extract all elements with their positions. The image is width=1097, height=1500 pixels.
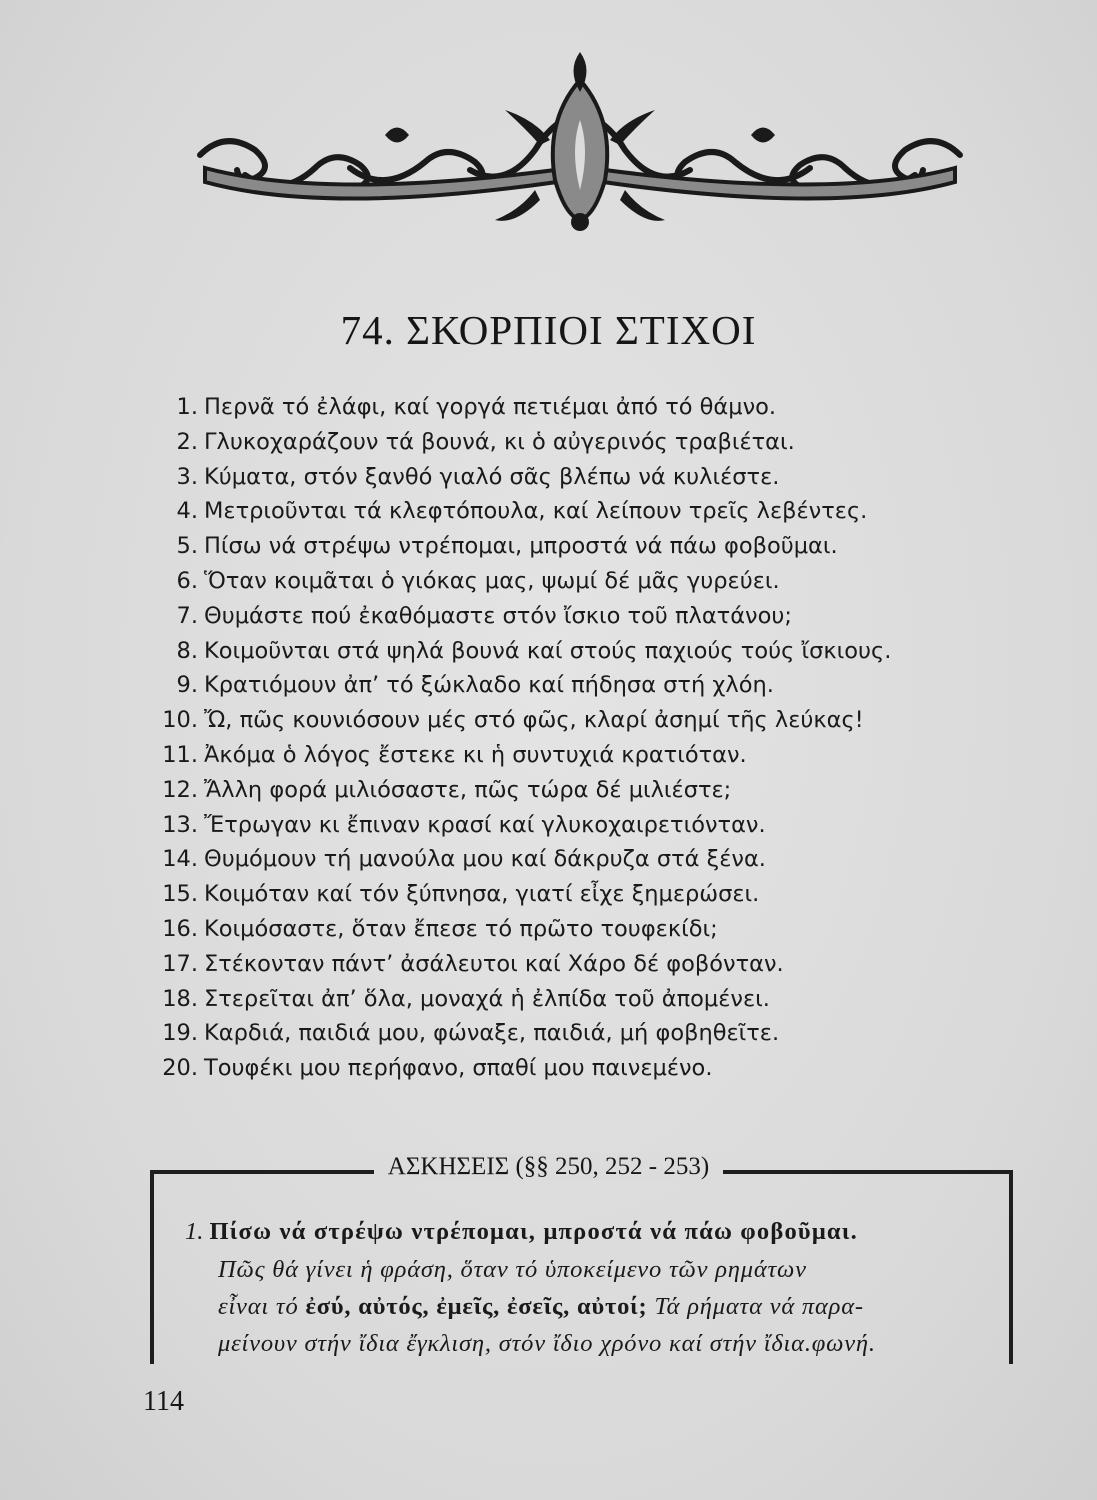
verse-text: Κοιμοῦνται στά ψηλά βουνά καί στούς παχιούς τούς ἴσκιους. [204,637,892,664]
verse-number: 2. [176,428,198,455]
verse-text: Ἔτρωγαν κι ἔπιναν κρασί καί γλυκοχαιρετιόνταν. [204,811,766,838]
exercise-heading [0,1153,1097,1181]
verse-text: Θυμόμουν τή μανούλα μου καί δάκρυζα στά ξένα. [204,846,766,873]
exercise-question-text: μείνουν στήν ἴδια ἔγκλιση, στόν ἴδιο χρόνο καί στήν ἴδια.φωνή. [218,1330,876,1357]
exercise-heading-text: ΑΣΚΗΣΕΙΣ (§§ 250, 252 - 253) [374,1153,723,1181]
verse-number: 20. [162,1055,198,1082]
verse-text: Ὅταν κοιμᾶται ὁ γιόκας μας, ψωμί δέ μᾶς γυρεύει. [204,567,780,594]
exercise-question-line [218,1293,864,1321]
verse-number: 19. [162,1020,198,1047]
verse-number: 3. [176,463,198,490]
verse-line [140,808,1040,843]
verse-line [140,842,1040,877]
exercise-question-text: Πῶς θά γίνει ἡ φράση, ὅταν τό ὑποκείμενο τῶν ρημάτων [218,1256,807,1283]
verse-line [140,703,1040,738]
verse-text: Τουφέκι μου περήφανο, σπαθί μου παινεμένο. [204,1055,713,1082]
verse-number: 13. [162,811,198,838]
page-title: 74. ΣΚΟΡΠΙΟΙ ΣΤΙΧΟΙ [340,307,757,353]
exercise-sentence: Πίσω νά στρέψω ντρέπομαι, μπροστά νά πάω φοβοῦμαι. [209,1218,858,1245]
verse-text: Γλυκοχαράζουν τά βουνά, κι ὁ αὐγερινός τραβιέται. [204,428,795,455]
verse-text: Περνᾶ τό ἐλάφι, καί γοργά πετιέμαι ἀπό τό θάμνο. [204,394,777,420]
verse-line [140,1016,1040,1051]
verse-text: Στερεῖται ἀπ’ ὅλα, μοναχά ἡ ἐλπίδα τοῦ ἀπομένει. [204,985,770,1012]
verse-text: Καρδιά, παιδιά μου, φώναξε, παιδιά, μή φοβηθεῖτε. [204,1020,780,1047]
verse-text: Πίσω νά στρέψω ντρέπομαι, μπροστά νά πάω φοβοῦμαι. [204,533,838,560]
verse-number: 12. [162,776,198,803]
verse-line [140,494,1040,529]
decorative-ornament-icon [185,50,975,235]
verse-number: 11. [162,741,198,768]
verse-number: 7. [176,602,198,629]
verse-number: 5. [176,533,198,560]
verse-line [140,529,1040,564]
verse-number: 15. [162,881,198,908]
exercise-sentence-line [185,1218,858,1246]
verse-line [140,1051,1040,1086]
exercise-subjects: ἐσύ, αὐτός, ἐμεῖς, ἐσεῖς, αὐτοί; [305,1293,648,1320]
exercise-question-text: Τά ρήματα νά παρα- [654,1293,864,1320]
verse-line [140,877,1040,912]
verse-line [140,912,1040,947]
verse-number: 9. [176,672,198,699]
verse-number: 1. [176,394,198,420]
verse-line [140,773,1040,808]
verse-line [140,599,1040,634]
verse-number: 17. [162,950,198,977]
verse-line [140,634,1040,669]
verse-line [140,738,1040,773]
verse-text: Κύματα, στόν ξανθό γιαλό σᾶς βλέπω νά κυλιέστε. [204,463,780,490]
verse-line [140,425,1040,460]
verse-number: 4. [176,498,198,525]
verse-text: Κοιμόταν καί τόν ξύπνησα, γιατί εἶχε ξημερώσει. [204,881,760,908]
page-number: 114 [143,1386,184,1417]
verse-text: Ἄλλη φορά μιλιόσαστε, πῶς τώρα δέ μιλιέστε; [204,776,732,803]
verse-number: 14. [162,846,198,873]
verse-line [140,460,1040,495]
verse-list [140,390,1040,1086]
verse-number: 18. [162,985,198,1012]
verse-text: Στέκονταν πάντ’ ἀσάλευτοι καί Χάρο δέ φοβόνταν. [204,950,784,977]
verse-text: Ὤ, πῶς κουνιόσουν μές στό φῶς, κλαρί ἀσημί τῆς λεύκας! [204,707,864,734]
exercise-number: 1. [185,1218,204,1245]
verse-line [140,390,1040,425]
verse-line [140,668,1040,703]
verse-line [140,564,1040,599]
verse-text: Θυμάστε πού ἐκαθόμαστε στόν ἴσκιο τοῦ πλατάνου; [204,602,792,629]
verse-text: Κοιμόσαστε, ὅταν ἔπεσε τό πρῶτο τουφεκίδι; [204,915,718,942]
exercise-question-text: εἶναι τό [218,1293,299,1320]
verse-text: Μετριοῦνται τά κλεφτόπουλα, καί λείπουν τρεῖς λεβέντες. [204,498,868,525]
exercise-question-line [218,1256,807,1284]
verse-number: 16. [162,915,198,942]
exercise-question-line [218,1330,876,1358]
verse-number: 6. [176,567,198,594]
verse-text: Κρατιόμουν ἀπ’ τό ξώκλαδο καί πήδησα στή χλόη. [204,672,774,699]
verse-number: 8. [176,637,198,664]
verse-number: 10. [162,707,198,734]
verse-line [140,982,1040,1017]
verse-text: Ἀκόμα ὁ λόγος ἔστεκε κι ἡ συντυχιά κρατιόταν. [204,741,747,768]
verse-line [140,947,1040,982]
